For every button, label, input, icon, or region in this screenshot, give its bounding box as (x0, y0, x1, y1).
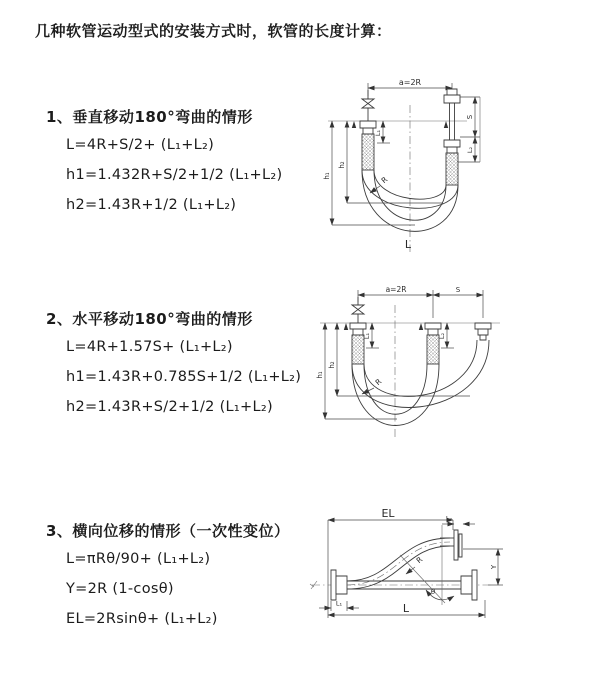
dim-h2 (328, 323, 470, 396)
section3-heading: 3、横向位移的情形（一次性变位） (46, 522, 290, 540)
dim-label-h2: h₂ (328, 361, 336, 369)
dim-label-r: R (379, 174, 390, 186)
section2-heading: 2、水平移动180°弯曲的情形 (46, 310, 253, 328)
dim-l2 (458, 97, 480, 162)
dim-label-y: Y (490, 564, 498, 570)
section2-formula-h1: h1=1.43R+0.785S+1/2 (L₁+L₂) (66, 369, 302, 385)
left-pipe-fitting (344, 323, 366, 364)
section3-formula-L: L=πRθ/90+ (L₁+L₂) (66, 551, 211, 567)
dim-l2 (442, 515, 475, 525)
dim-label-l1: L₁ (363, 332, 371, 340)
right-pipe-fitting (475, 323, 491, 340)
dim-label-r: R (373, 376, 384, 388)
dim-label-s: S (455, 286, 461, 294)
diagram-lateral-displacement (300, 498, 600, 658)
page-title: 几种软管运动型式的安装方式时，软管的长度计算： (35, 22, 392, 40)
dim-label-l1: L₁ (374, 129, 382, 137)
upper-flange (440, 530, 462, 560)
section1-formula-h1: h1=1.432R+S/2+1/2 (L₁+L₂) (66, 167, 283, 183)
diagram-horizontal-180-bend (300, 280, 600, 455)
section3-formula-Y: Y=2R (1-cosθ) (66, 581, 174, 597)
dim-label-l2: L₂ (466, 146, 474, 154)
dim-label-theta: θ (430, 588, 436, 596)
dim-label-l: L (404, 238, 412, 251)
right-pipe-fitting (444, 89, 460, 185)
valve-icon (362, 90, 374, 121)
section1-heading: 1、垂直移动180°弯曲的情形 (46, 108, 253, 126)
dim-label-h2: h₂ (338, 161, 346, 169)
dim-h2 (338, 121, 443, 203)
diagram-vertical-180-bend (300, 60, 600, 270)
dim-label-l2: L₂ (438, 332, 446, 340)
middle-pipe-fitting (419, 323, 441, 364)
dim-label-el: EL (381, 507, 395, 520)
dim-label-r: R (414, 554, 425, 566)
angle-construction (400, 525, 454, 605)
dim-s (460, 97, 480, 137)
centerlines (320, 305, 500, 438)
dim-label-a2r: a=2R (398, 78, 422, 87)
dim-label-h1: h₁ (323, 172, 331, 180)
dim-l (328, 600, 485, 618)
section1-formula-L: L=4R+S/2+ (L₁+L₂) (66, 137, 215, 153)
section3-formula-EL: EL=2Rsinθ+ (L₁+L₂) (66, 611, 218, 627)
dim-label-s: S (466, 114, 474, 120)
dim-label-h1: h₁ (316, 371, 324, 379)
section2-formula-L: L=4R+1.57S+ (L₁+L₂) (66, 339, 233, 355)
left-pipe-fitting (352, 121, 376, 170)
dim-a2r (358, 285, 483, 318)
dim-label-l: L (402, 602, 410, 615)
hose-curves (352, 340, 489, 426)
dim-label-l1: L₁ (335, 599, 343, 608)
section1-formula-h2: h2=1.43R+1/2 (L₁+L₂) (66, 197, 237, 213)
dim-a2r (368, 78, 452, 96)
dim-l1 (319, 600, 359, 612)
valve-icon (352, 297, 364, 323)
dim-label-a2r: a=2R (385, 285, 407, 294)
dim-s (433, 286, 483, 295)
straight-pipe (310, 570, 492, 600)
section2-formula-h2: h2=1.43R+S/2+1/2 (L₁+L₂) (66, 399, 273, 415)
dim-label-l2: L₂ (445, 514, 453, 523)
